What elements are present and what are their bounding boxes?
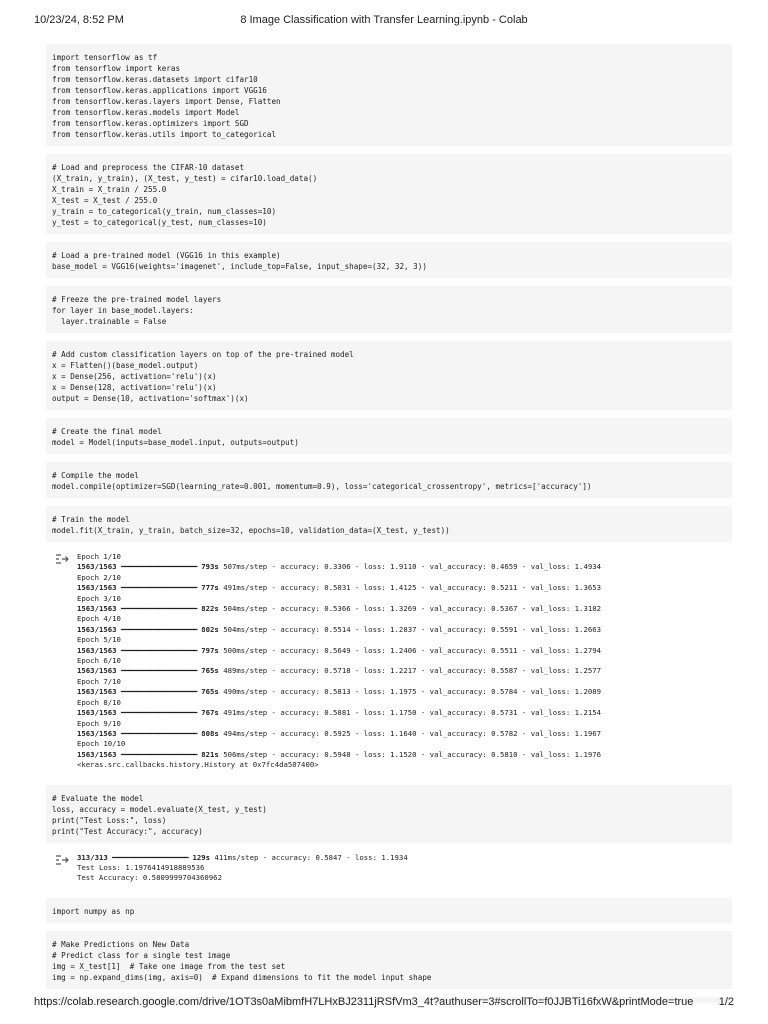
code-imports[interactable]: import tensorflow as tf from tensorflow import keras from tensorflow.keras.datasets import cifar10 from tensorflow.keras.applications import VGG16 from tensorflow.keras.layers import Dense, Flatten from tensorflow.keras.models import Model from tensorflow.keras.optimizers import SGD from tensorflow.keras.utils import to_categorical [52,53,281,139]
epoch-label: Epoch 3/10 [77,593,121,603]
code-cell-load-data[interactable] [46,154,732,234]
epoch-time: 793s [201,562,219,572]
training-log [77,552,732,771]
code-cell-train[interactable] [46,506,732,542]
epoch-time: 767s [201,708,219,718]
epoch-label: Epoch 4/10 [77,614,121,624]
epoch-progress-bar: ━━━━━━━━━━━━━━━━━━━━ [120,624,197,634]
test-accuracy-line: Test Accuracy: 0.5809999704360962 [77,873,222,883]
output-toggle-icon[interactable] [54,854,70,866]
print-header [34,14,734,30]
epoch-metrics: 504ms/step - accuracy: 0.5514 - loss: 1.2837 - val_accuracy: 0.5591 - val_loss: 1.2663 [218,624,602,634]
code-cell-compile[interactable] [46,462,732,498]
code-compile[interactable]: # Compile the model model.compile(optimizer=SGD(learning_rate=0.001, momentum=0.9), loss='categorical_crossentropy', metrics=['accuracy']) [52,471,592,491]
epoch-progress-bar: ━━━━━━━━━━━━━━━━━━━━ [120,666,197,676]
code-custom-layers[interactable]: # Add custom classification layers on top of the pre-trained model x = Flatten()(base_model.output) x = Dense(256, activation='relu')(x) x = Dense(128, activation='relu')(x) output = Dense(10, activation='softmax')(x) [52,350,354,403]
epoch-progress-bar: ━━━━━━━━━━━━━━━━━━━━ [120,604,197,614]
eval-output [46,851,732,888]
epoch-metrics: 491ms/step - accuracy: 0.5031 - loss: 1.4125 - val_accuracy: 0.5211 - val_loss: 1.3653 [218,583,602,593]
epoch-time: 808s [201,728,219,738]
epoch-metrics: 507ms/step - accuracy: 0.3306 - loss: 1.9110 - val_accuracy: 0.4659 - val_loss: 1.4934 [218,562,602,572]
notebook-title: 8 Image Classification with Transfer Learning.ipynb - Colab [240,14,528,26]
epoch-label: Epoch 6/10 [77,656,121,666]
code-cell-custom-layers[interactable] [46,341,732,410]
eval-steps: 313/313 [77,852,108,862]
epoch-progress-bar: ━━━━━━━━━━━━━━━━━━━━ [120,645,197,655]
epoch-label: Epoch 8/10 [77,697,121,707]
page-number: 1/2 [718,996,734,1008]
code-cell-load-model[interactable] [46,242,732,278]
eval-metrics: 411ms/step - accuracy: 0.5847 - loss: 1.1934 [210,852,408,862]
epoch-metrics: 500ms/step - accuracy: 0.5649 - loss: 1.2406 - val_accuracy: 0.5511 - val_loss: 1.2794 [218,645,602,655]
epoch-time: 822s [201,604,219,614]
epoch-label: Epoch 2/10 [77,572,121,582]
code-load-data[interactable]: # Load and preprocess the CIFAR-10 dataset (X_train, y_train), (X_test, y_test) = cifar10.load_data() X_train = X_train / 255.0 X_test = X_test / 255.0 y_train = to_categorical(y_train, num_classes=10) y_test = to_categorical(y_test, num_classes=10) [52,163,318,227]
code-cell-imports[interactable] [46,44,732,146]
epoch-steps: 1563/1563 [77,624,117,634]
epoch-steps: 1563/1563 [77,749,117,759]
epoch-label: Epoch 5/10 [77,635,121,645]
epoch-steps: 1563/1563 [77,666,117,676]
epoch-metrics: 489ms/step - accuracy: 0.5718 - loss: 1.2217 - val_accuracy: 0.5587 - val_loss: 1.2577 [218,666,602,676]
code-cell-evaluate[interactable] [46,785,732,843]
epoch-metrics: 506ms/step - accuracy: 0.5948 - loss: 1.1520 - val_accuracy: 0.5810 - val_loss: 1.1976 [218,749,602,759]
epoch-steps: 1563/1563 [77,645,117,655]
code-numpy[interactable]: import numpy as np [52,906,135,916]
epoch-time: 802s [201,624,219,634]
epoch-steps: 1563/1563 [77,687,117,697]
epoch-steps: 1563/1563 [77,604,117,614]
notebook [46,44,732,1003]
output-toggle-icon[interactable] [54,553,70,565]
epoch-progress-bar: ━━━━━━━━━━━━━━━━━━━━ [120,708,197,718]
evaluation-log [77,853,732,884]
epoch-time: 765s [201,666,219,676]
epoch-steps: 1563/1563 [77,562,117,572]
code-train[interactable]: # Train the model model.fit(X_train, y_train, batch_size=32, epochs=10, validation_data=(X_test, y_test)) [52,515,450,535]
code-cell-create-model[interactable] [46,418,732,454]
epoch-label: Epoch 7/10 [77,676,121,686]
epoch-progress-bar: ━━━━━━━━━━━━━━━━━━━━ [120,562,197,572]
epoch-label: Epoch 10/10 [77,739,126,749]
code-cell-predict[interactable] [46,931,732,989]
epoch-metrics: 491ms/step - accuracy: 0.5881 - loss: 1.1750 - val_accuracy: 0.5731 - val_loss: 1.2154 [218,708,602,718]
epoch-metrics: 494ms/step - accuracy: 0.5925 - loss: 1.1640 - val_accuracy: 0.5782 - val_loss: 1.1967 [218,728,602,738]
epoch-time: 765s [201,687,219,697]
epoch-progress-bar: ━━━━━━━━━━━━━━━━━━━━ [120,687,197,697]
code-freeze[interactable]: # Freeze the pre-trained model layers for layer in base_model.layers: layer.trainable = False [52,295,222,326]
epoch-progress-bar: ━━━━━━━━━━━━━━━━━━━━ [120,583,197,593]
epoch-metrics: 504ms/step - accuracy: 0.5366 - loss: 1.3269 - val_accuracy: 0.5367 - val_loss: 1.3182 [218,604,602,614]
epoch-label: Epoch 1/10 [77,552,121,561]
eval-time: 129s [192,852,211,862]
code-predict[interactable]: # Make Predictions on New Data # Predict class for a single test image img = X_test[1] # Take one image from the test set img = np.expand_dims(img, axis=0) # Expand dimensions to fit the model input shape [52,939,432,982]
train-output [46,550,732,775]
epoch-steps: 1563/1563 [77,708,117,718]
fit-result: <keras.src.callbacks.history.History at 0x7fc4da507400> [77,760,319,770]
epoch-label: Epoch 9/10 [77,718,121,728]
epoch-progress-bar: ━━━━━━━━━━━━━━━━━━━━ [120,728,197,738]
code-load-model[interactable]: # Load a pre-trained model (VGG16 in this example) base_model = VGG16(weights='imagenet', include_top=False, input_shape=(32, 32, 3)) [52,251,427,271]
test-loss-line: Test Loss: 1.1976414918889536 [77,862,205,872]
epoch-metrics: 490ms/step - accuracy: 0.5813 - loss: 1.1975 - val_accuracy: 0.5784 - val_loss: 1.2089 [218,687,602,697]
code-cell-freeze[interactable] [46,286,732,333]
epoch-steps: 1563/1563 [77,728,117,738]
code-evaluate[interactable]: # Evaluate the model loss, accuracy = model.evaluate(X_test, y_test) print("Test Loss:", loss) print("Test Accuracy:", accuracy) [52,793,267,836]
print-datetime: 10/23/24, 8:52 PM [34,14,124,26]
code-cell-numpy[interactable] [46,898,732,923]
epoch-time: 777s [201,583,219,593]
epoch-time: 797s [201,645,219,655]
epoch-steps: 1563/1563 [77,583,117,593]
code-create-model[interactable]: # Create the final model model = Model(inputs=base_model.input, outputs=output) [52,427,299,447]
epoch-progress-bar: ━━━━━━━━━━━━━━━━━━━━ [120,749,197,759]
epoch-time: 821s [201,749,219,759]
page-url: https://colab.research.google.com/drive/1OT3s0aMibmfH7LHxBJ2311jRSfVm3_4t?authuser=3#scrollTo=f0JJBTi16fxW&printMode=true [34,996,694,1008]
eval-progress-bar: ━━━━━━━━━━━━━━━━━━━━ [112,852,189,862]
print-footer [34,996,734,1010]
